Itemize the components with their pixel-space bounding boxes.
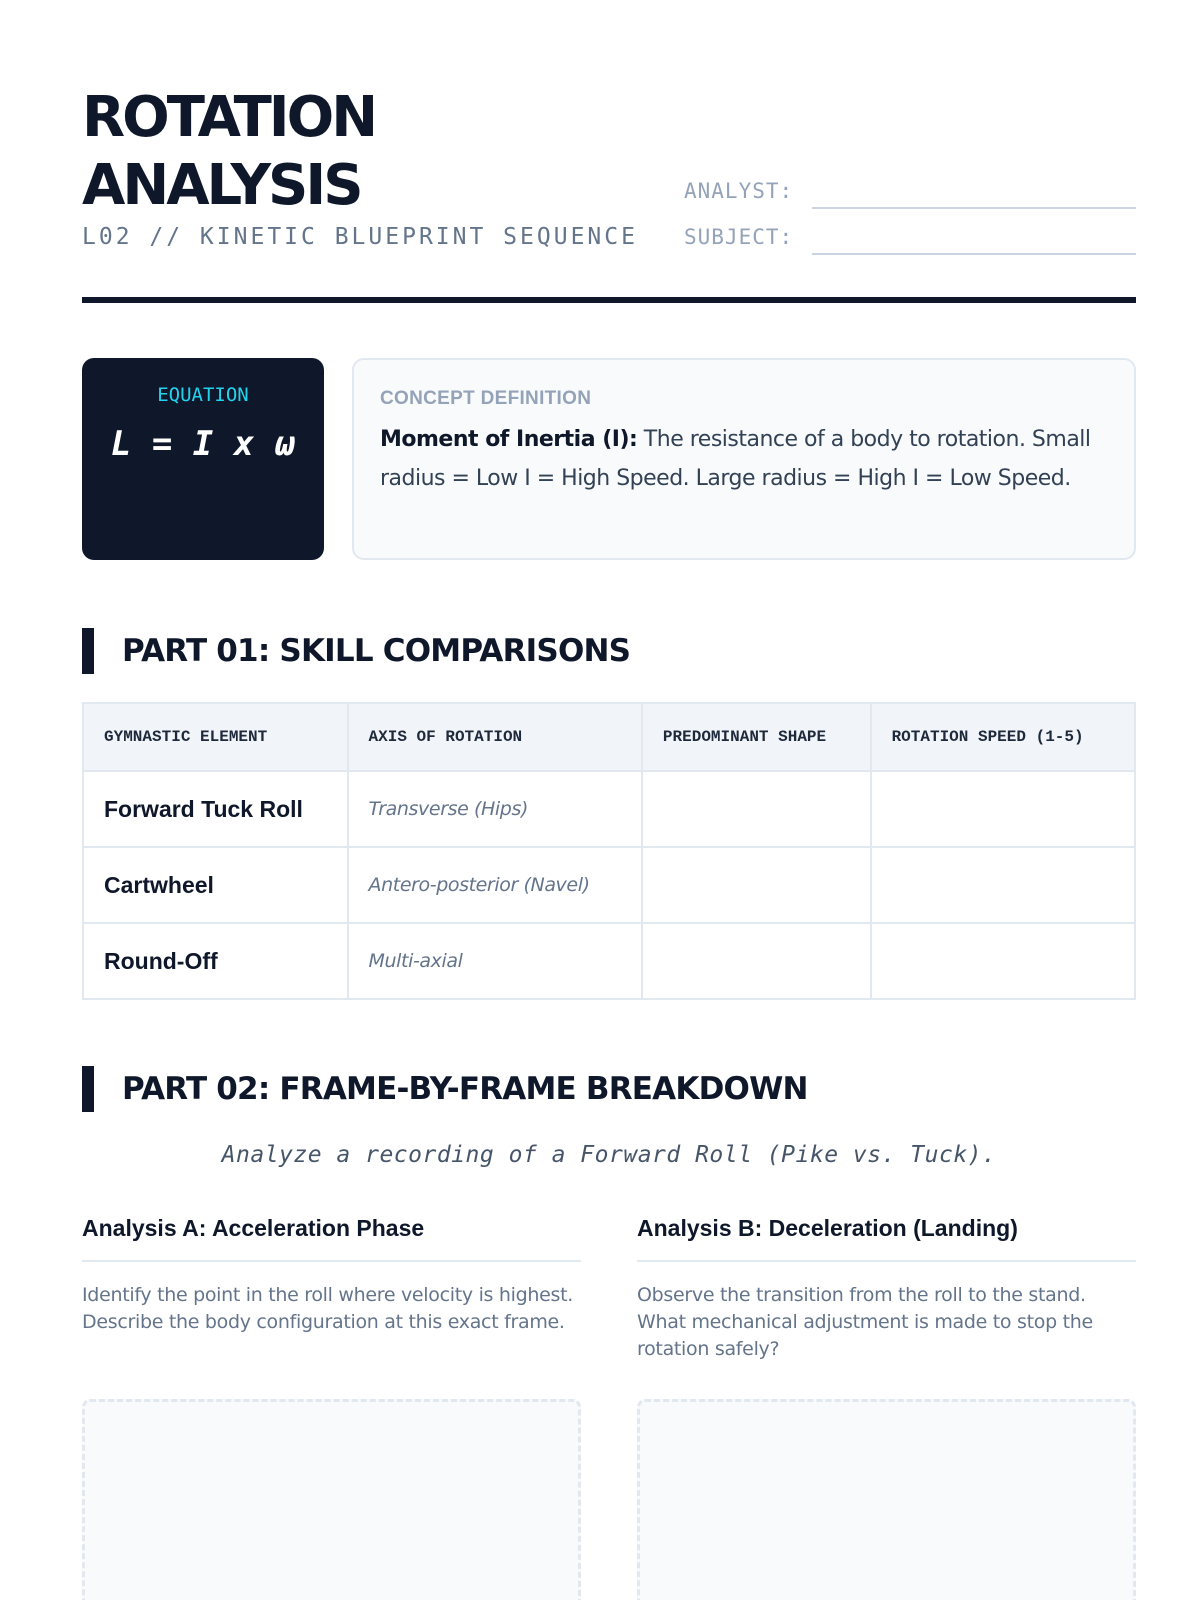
concept-card (352, 358, 1136, 560)
col-header-speed: ROTATION SPEED (1-5) (871, 703, 1135, 771)
subject-label: SUBJECT: (684, 225, 794, 249)
speed-answer-cell[interactable] (871, 923, 1135, 999)
speed-answer-cell[interactable] (871, 847, 1135, 923)
equation-formula: L = I x ω (110, 424, 296, 464)
worksheet-page (82, 0, 1136, 1600)
col-header-element: GYMNASTIC ELEMENT (83, 703, 348, 771)
shape-answer-cell[interactable] (642, 923, 871, 999)
element-cell: Forward Tuck Roll (83, 771, 348, 847)
element-cell: Cartwheel (83, 847, 348, 923)
page-subtitle: L02 // KINETIC BLUEPRINT SEQUENCE (82, 224, 638, 250)
analysis-a-answer-box[interactable] (82, 1399, 581, 1600)
analysis-a-title: Analysis A: Acceleration Phase (82, 1214, 581, 1262)
analyst-field[interactable] (812, 179, 1136, 209)
subject-row (684, 221, 1136, 255)
part2-heading (82, 1066, 1136, 1112)
axis-cell: Transverse (Hips) (348, 771, 642, 847)
skill-comparison-table (82, 702, 1136, 1000)
equation-label: EQUATION (157, 384, 249, 406)
analysis-b-prompt: Observe the transition from the roll to the stand. What mechanical adjustment is made to stop the rotation safely? (637, 1284, 1093, 1360)
subject-field[interactable] (812, 225, 1136, 255)
part2-title: PART 02: FRAME-BY-FRAME BREAKDOWN (122, 1071, 808, 1107)
analysis-b-title: Analysis B: Deceleration (Landing) (637, 1214, 1136, 1262)
table-row (83, 923, 1135, 999)
header-divider (82, 297, 1136, 303)
part1-title: PART 01: SKILL COMPARISONS (122, 633, 631, 669)
axis-cell: Antero-posterior (Navel) (348, 847, 642, 923)
analysis-b (637, 1214, 1136, 1382)
concept-term: Moment of Inertia (I): (380, 427, 638, 452)
concept-text: The resistance of a body to rotation. Small radius = Low I = High Speed. Large radius = High I = Low Speed. (380, 427, 1091, 491)
analyst-label: ANALYST: (684, 179, 794, 203)
table-row (83, 771, 1135, 847)
concept-label: CONCEPT DEFINITION (380, 388, 592, 409)
analysis-b-answer-box[interactable] (637, 1399, 1136, 1600)
shape-answer-cell[interactable] (642, 771, 871, 847)
page-title (82, 84, 642, 220)
part2-instruction: Analyze a recording of a Forward Roll (Pike vs. Tuck). (221, 1142, 997, 1168)
shape-answer-cell[interactable] (642, 847, 871, 923)
element-cell: Round-Off (83, 923, 348, 999)
axis-cell: Multi-axial (348, 923, 642, 999)
analyst-row (684, 175, 1136, 209)
table-row (83, 847, 1135, 923)
col-header-axis: AXIS OF ROTATION (348, 703, 642, 771)
equation-card (82, 358, 324, 560)
title-line-1: ROTATION (82, 85, 376, 150)
section-marker (82, 1066, 94, 1112)
concept-definition (380, 420, 1108, 498)
speed-answer-cell[interactable] (871, 771, 1135, 847)
analysis-a-prompt: Identify the point in the roll where velocity is highest. Describe the body configuration at this exact frame. (82, 1284, 573, 1333)
part1-heading (82, 628, 1136, 674)
table-header-row (83, 703, 1135, 771)
section-marker (82, 628, 94, 674)
title-line-2: ANALYSIS (82, 153, 361, 218)
analysis-a (82, 1214, 581, 1382)
col-header-shape: PREDOMINANT SHAPE (642, 703, 871, 771)
